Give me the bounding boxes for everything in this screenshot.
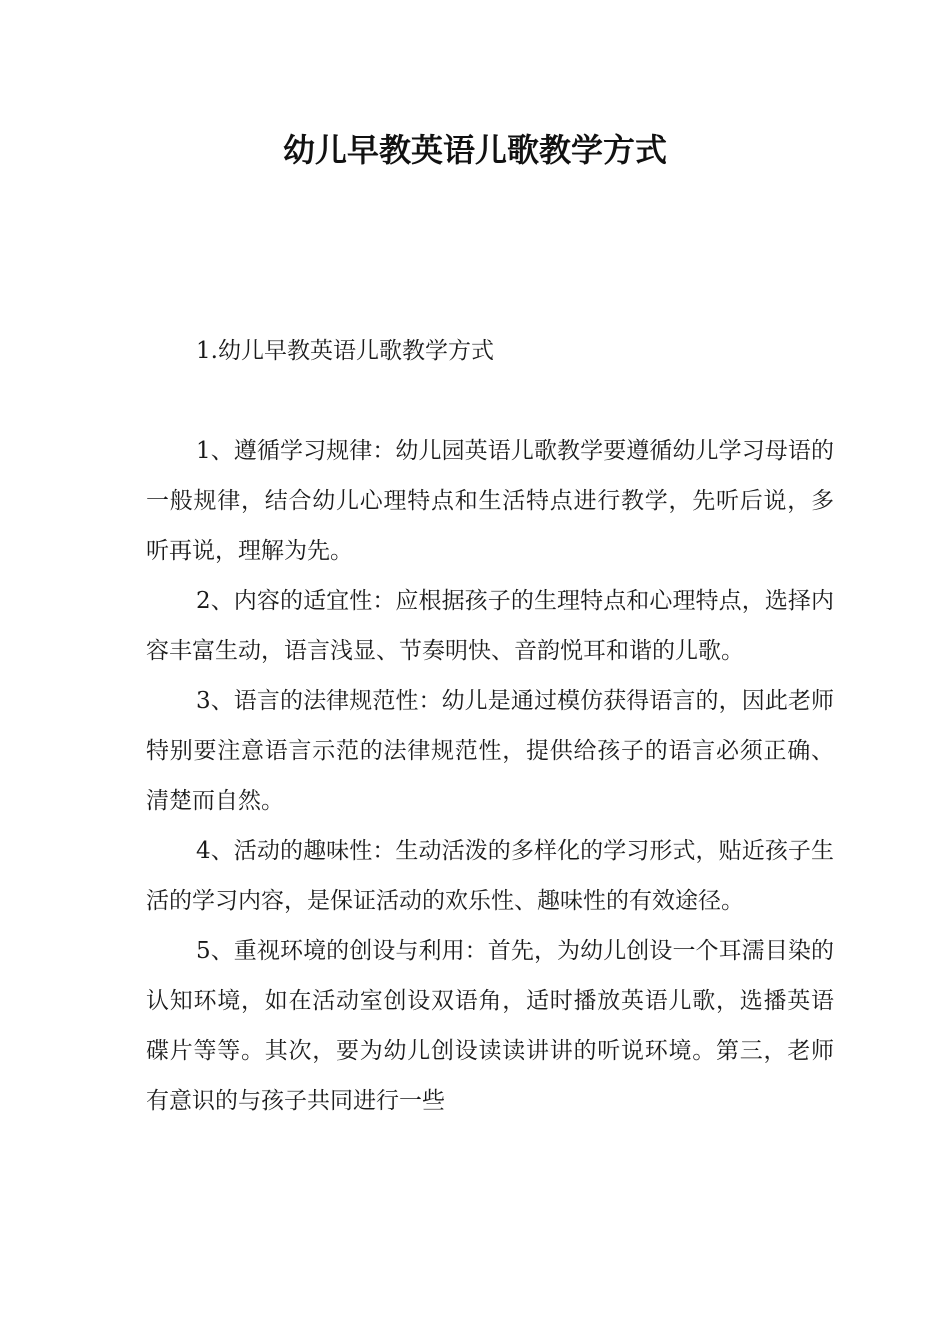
- paragraph-5: 5、重视环境的创设与利用：首先，为幼儿创设一个耳濡目染的认知环境，如在活动室创设双语角，适时播放英语儿歌，选播英语碟片等等。其次，要为幼儿创设读读讲讲的听说环境。第三，老师有意识的与孩子共同进行一些: [146, 938, 834, 1114]
- paragraph-2: 2、内容的适宜性：应根据孩子的生理特点和心理特点，选择内容丰富生动，语言浅显、节奏明快、音韵悦耳和谐的儿歌。: [146, 588, 834, 664]
- paragraph-3: 3、语言的法律规范性：幼儿是通过模仿获得语言的，因此老师特别要注意语言示范的法律规范性，提供给孩子的语言必须正确、清楚而自然。: [146, 688, 834, 814]
- document-body: [146, 426, 834, 1126]
- section-heading: 1.幼儿早教英语儿歌教学方式: [196, 338, 494, 364]
- paragraph-1: 1、遵循学习规律：幼儿园英语儿歌教学要遵循幼儿学习母语的一般规律，结合幼儿心理特点和生活特点进行教学，先听后说，多听再说，理解为先。: [146, 438, 834, 564]
- document-title: 幼儿早教英语儿歌教学方式: [282, 131, 667, 169]
- paragraph-4: 4、活动的趣味性：生动活泼的多样化的学习形式，贴近孩子生活的学习内容，是保证活动的欢乐性、趣味性的有效途径。: [146, 838, 834, 914]
